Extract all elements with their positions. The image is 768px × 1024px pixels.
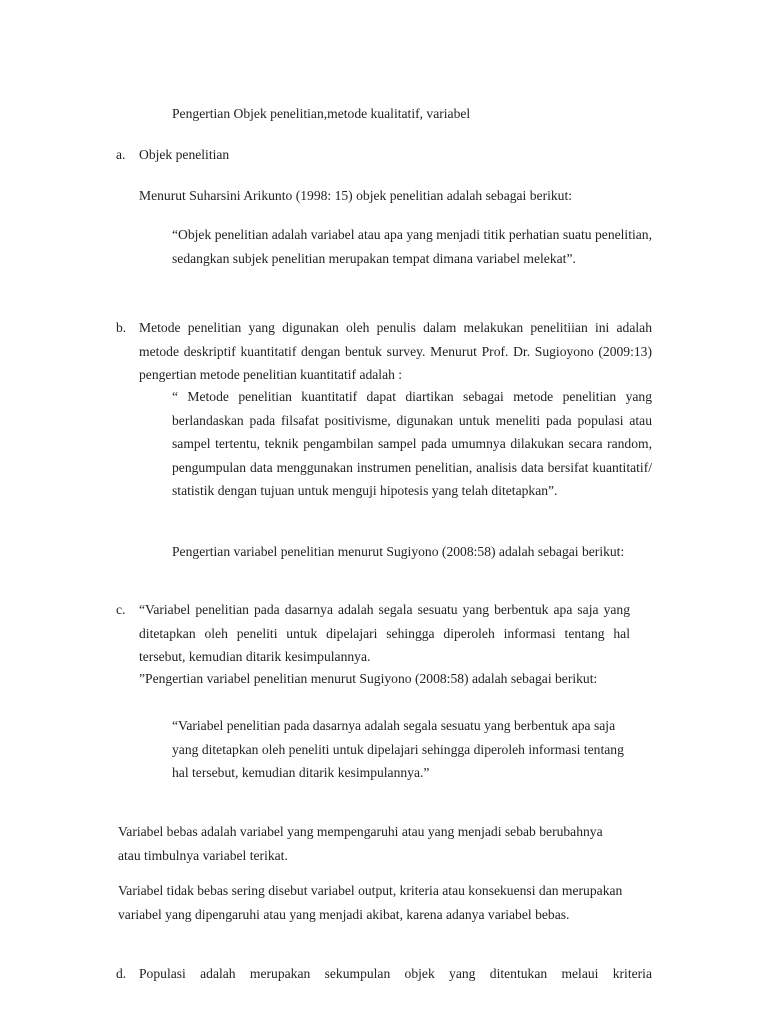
paragraph-variabel-tidak-bebas: Variabel tidak bebas sering disebut variabel output, kriteria atau konsekuensi dan merupakan variabel yang dipengaruhi atau yang menjadi akibat, karena adanya variabel bebas. (118, 883, 623, 922)
section-d-paragraph: Populasi adalah merupakan sekumpulan objek yang ditentukan melaui kriteria (139, 966, 652, 981)
section-a-quote: “Objek penelitian adalah variabel atau apa yang menjadi titik perhatian suatu penelitian, sedangkan subjek penelitian merupakan tempat dimana variabel melekat”. (172, 227, 652, 266)
section-c-paragraph-2: ”Pengertian variabel penelitian menurut Sugiyono (2008:58) adalah sebagai berikut: (139, 671, 598, 686)
paragraph-variabel-bebas: Variabel bebas adalah variabel yang mempengaruhi atau yang menjadi sebab berubahnya atau timbulnya variabel terikat. (118, 824, 603, 863)
list-marker-a: a. (116, 147, 126, 162)
section-a-intro: Menurut Suharsini Arikunto (1998: 15) objek penelitian adalah sebagai berikut: (139, 188, 573, 203)
section-b-paragraph: Metode penelitian yang digunakan oleh penulis dalam melakukan penelitiian ini adalah metode deskriptif kuantitatif dengan bentuk survey. Menurut Prof. Dr. Sugioyono (2009:13) pengertian metode penelitian kuantitatif adalah : (139, 320, 652, 382)
list-marker-c: c. (116, 602, 126, 617)
section-c-paragraph: “Variabel penelitian pada dasarnya adalah segala sesuatu yang berbentuk apa saja yang ditetapkan oleh peneliti untuk dipelajari sehingga diperoleh informasi tentang hal tersebut, kemudian ditarik kesimpulannya. (139, 602, 630, 664)
section-a-heading: Objek penelitian (139, 147, 230, 162)
section-b-variable-intro: Pengertian variabel penelitian menurut Sugiyono (2008:58) adalah sebagai berikut: (172, 544, 625, 559)
section-b-quote: “ Metode penelitian kuantitatif dapat diartikan sebagai metode penelitian yang berlandaskan pada filsafat positivisme, digunakan untuk meneliti pada populasi atau sampel tertentu, teknik pengambilan sampel pada umumnya dilakukan secara random, pengumpulan data menggunakan instrumen penelitian, analisis data bersifat kuantitatif/ statistik dengan tujuan untuk menguji hipotesis yang telah ditetapkan”. (172, 389, 652, 498)
list-marker-b: b. (116, 320, 127, 335)
document-title: Pengertian Objek penelitian,metode kualitatif, variabel (172, 106, 471, 121)
section-c-quote: “Variabel penelitian pada dasarnya adalah segala sesuatu yang berbentuk apa saja yang ditetapkan oleh peneliti untuk dipelajari sehingga diperoleh informasi tentang hal tersebut, kemudian ditarik kesimpulannya.” (172, 718, 624, 780)
list-marker-d: d. (116, 966, 127, 981)
